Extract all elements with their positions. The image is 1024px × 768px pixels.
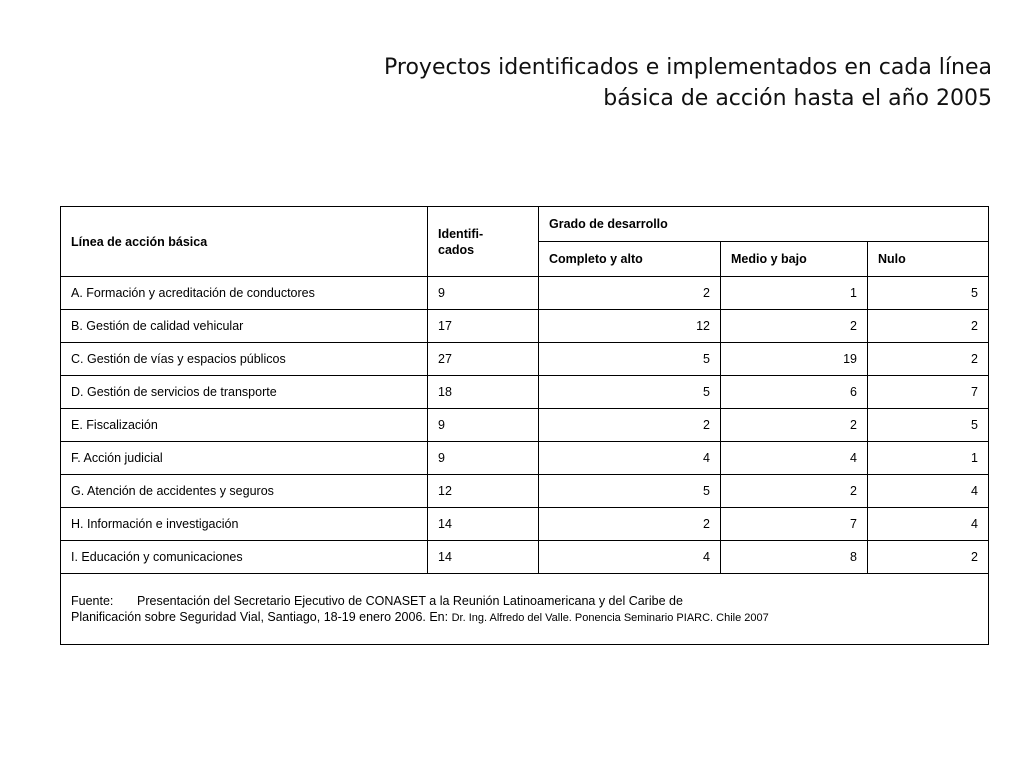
table-body xyxy=(61,277,989,574)
cell-identified: 18 xyxy=(428,376,539,409)
cell-identified: 9 xyxy=(428,442,539,475)
page-title xyxy=(292,52,992,114)
title-line-1: Proyectos identificados e implementados en cada línea xyxy=(384,55,992,80)
projects-table xyxy=(60,206,989,645)
table-row xyxy=(61,541,989,574)
cell-identified: 27 xyxy=(428,343,539,376)
cell-identified: 14 xyxy=(428,541,539,574)
cell-medium: 2 xyxy=(721,409,868,442)
header-line: Línea de acción básica xyxy=(61,207,428,277)
cell-null: 5 xyxy=(868,277,989,310)
row-label: B. Gestión de calidad vehicular xyxy=(61,310,428,343)
table-row xyxy=(61,442,989,475)
cell-identified: 17 xyxy=(428,310,539,343)
cell-null: 5 xyxy=(868,409,989,442)
cell-null: 4 xyxy=(868,475,989,508)
cell-medium: 19 xyxy=(721,343,868,376)
cell-medium: 7 xyxy=(721,508,868,541)
source-text-2: Planificación sobre Seguridad Vial, Santiago, 18-19 enero 2006. En: xyxy=(71,609,449,624)
cell-identified: 9 xyxy=(428,409,539,442)
header-medium: Medio y bajo xyxy=(721,242,868,277)
row-label: F. Acción judicial xyxy=(61,442,428,475)
row-label: A. Formación y acreditación de conductores xyxy=(61,277,428,310)
cell-medium: 6 xyxy=(721,376,868,409)
cell-medium: 8 xyxy=(721,541,868,574)
table-row xyxy=(61,409,989,442)
cell-null: 2 xyxy=(868,310,989,343)
cell-medium: 2 xyxy=(721,475,868,508)
cell-complete: 5 xyxy=(539,475,721,508)
cell-medium: 2 xyxy=(721,310,868,343)
cell-complete: 2 xyxy=(539,277,721,310)
row-label: D. Gestión de servicios de transporte xyxy=(61,376,428,409)
header-null: Nulo xyxy=(868,242,989,277)
table-row xyxy=(61,475,989,508)
table-row xyxy=(61,310,989,343)
cell-null: 1 xyxy=(868,442,989,475)
table-row xyxy=(61,343,989,376)
cell-complete: 2 xyxy=(539,508,721,541)
table-row xyxy=(61,508,989,541)
source-text-1: Presentación del Secretario Ejecutivo de CONASET a la Reunión Latinoamericana y del Caribe de xyxy=(137,593,683,608)
cell-medium: 4 xyxy=(721,442,868,475)
header-complete: Completo y alto xyxy=(539,242,721,277)
cell-identified: 14 xyxy=(428,508,539,541)
source-note xyxy=(61,574,989,645)
header-identified: Identifi- cados xyxy=(428,207,539,277)
row-label: H. Información e investigación xyxy=(61,508,428,541)
cell-complete: 4 xyxy=(539,442,721,475)
source-label: Fuente: xyxy=(71,593,114,608)
table-row xyxy=(61,376,989,409)
cell-complete: 2 xyxy=(539,409,721,442)
row-label: E. Fiscalización xyxy=(61,409,428,442)
cell-null: 4 xyxy=(868,508,989,541)
source-text-3: Dr. Ing. Alfredo del Valle. Ponencia Seminario PIARC. Chile 2007 xyxy=(451,611,769,624)
cell-complete: 4 xyxy=(539,541,721,574)
cell-null: 7 xyxy=(868,376,989,409)
cell-identified: 9 xyxy=(428,277,539,310)
title-line-2: básica de acción hasta el año 2005 xyxy=(603,86,992,111)
table-row xyxy=(61,277,989,310)
cell-identified: 12 xyxy=(428,475,539,508)
row-label: C. Gestión de vías y espacios públicos xyxy=(61,343,428,376)
header-grade: Grado de desarrollo xyxy=(539,207,989,242)
cell-complete: 5 xyxy=(539,343,721,376)
cell-complete: 12 xyxy=(539,310,721,343)
row-label: G. Atención de accidentes y seguros xyxy=(61,475,428,508)
cell-null: 2 xyxy=(868,541,989,574)
cell-medium: 1 xyxy=(721,277,868,310)
cell-complete: 5 xyxy=(539,376,721,409)
row-label: I. Educación y comunicaciones xyxy=(61,541,428,574)
cell-null: 2 xyxy=(868,343,989,376)
